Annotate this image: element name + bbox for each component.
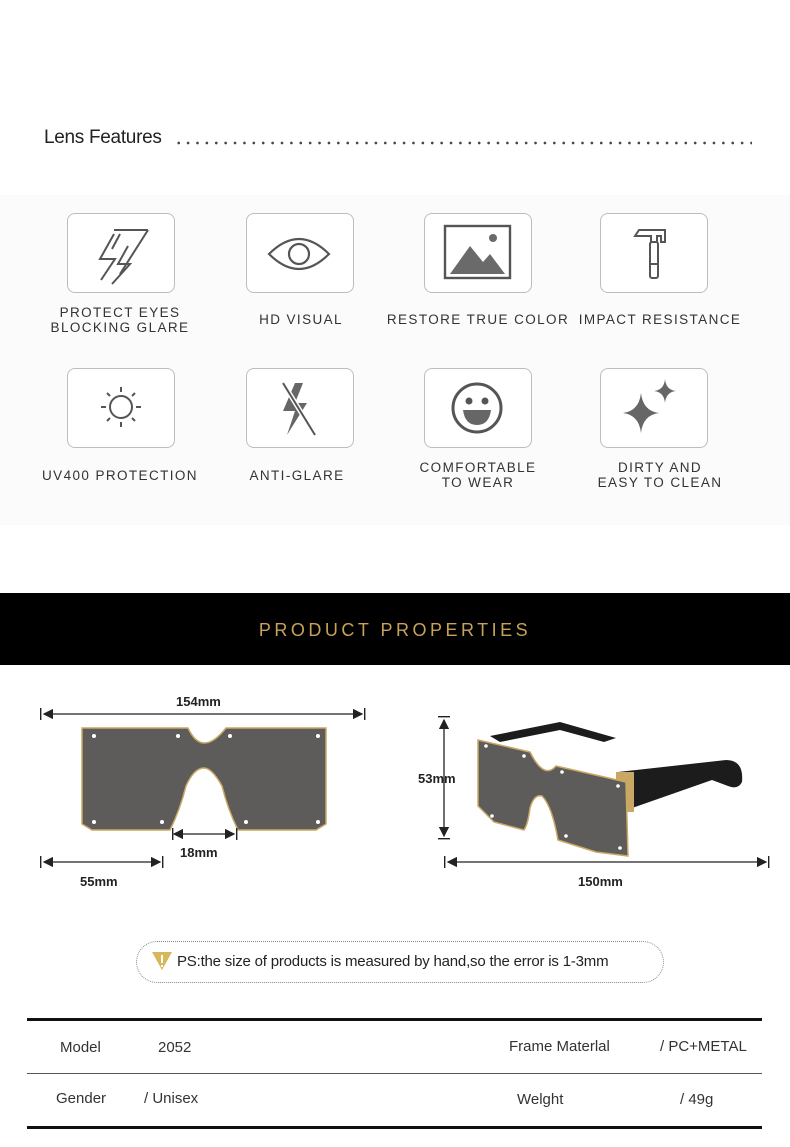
feature-icon-box xyxy=(600,213,708,293)
anti-glare-icon xyxy=(247,369,352,446)
spec-gender-label: Gender xyxy=(56,1090,107,1107)
measurement-note: PS:the size of products is measured by hand,so the error is 1-3mm xyxy=(136,941,664,983)
feature-icon-box xyxy=(67,368,175,448)
feature-icon-box xyxy=(424,368,532,448)
spec-weight-value: / 49g xyxy=(680,1091,714,1108)
spec-model-label: Model xyxy=(60,1039,101,1056)
feature-label: RESTORE TRUE COLOR xyxy=(386,312,570,327)
dim-lens-width: 55mm xyxy=(80,874,118,889)
features-panel xyxy=(0,195,790,525)
feature-icon-box xyxy=(246,213,354,293)
feature-icon-box xyxy=(67,213,175,293)
dim-lens-height: 53mm xyxy=(418,771,456,786)
spec-gender-value: / Unisex xyxy=(144,1090,199,1107)
lightning-icon xyxy=(68,214,173,291)
lens-features-title: Lens Features xyxy=(44,127,162,148)
feature-label: IMPACT RESISTANCE xyxy=(578,312,742,327)
spec-bottom-rule xyxy=(27,1126,762,1129)
feature-label: COMFORTABLE TO WEAR xyxy=(419,460,537,490)
front-view-glasses xyxy=(82,728,326,830)
spec-frame-label: Frame Materlal xyxy=(509,1038,610,1055)
feature-icon-box xyxy=(424,213,532,293)
spec-model-value: 2052 xyxy=(158,1039,192,1056)
spec-top-rule xyxy=(27,1018,762,1021)
sun-icon xyxy=(68,369,173,446)
eye-icon xyxy=(247,214,352,291)
spec-divider xyxy=(27,1073,762,1074)
feature-label: DIRTY AND EASY TO CLEAN xyxy=(597,460,723,490)
glasses-diagram xyxy=(0,675,790,935)
feature-icon-box xyxy=(600,368,708,448)
smiley-icon xyxy=(425,369,530,446)
sparkle-icon xyxy=(601,369,706,446)
feature-label: HD VISUAL xyxy=(259,312,343,327)
picture-icon xyxy=(425,214,530,291)
dim-temple-length: 150mm xyxy=(578,874,623,889)
feature-label: ANTI-GLARE xyxy=(249,468,345,483)
dim-total-width: 154mm xyxy=(176,694,221,709)
feature-label: PROTECT EYES BLOCKING GLARE xyxy=(50,305,190,335)
hammer-icon xyxy=(601,214,706,291)
dotted-divider xyxy=(174,141,752,145)
properties-title: PRODUCT PROPERTIES xyxy=(258,620,532,640)
feature-icon-box xyxy=(246,368,354,448)
spec-frame-value: / PC+METAL xyxy=(660,1038,747,1055)
side-view-glasses xyxy=(478,722,742,856)
dim-bridge: 18mm xyxy=(180,845,218,860)
spec-weight-label: Welght xyxy=(517,1091,564,1108)
warning-icon xyxy=(151,951,173,971)
feature-label: UV400 PROTECTION xyxy=(42,468,198,483)
